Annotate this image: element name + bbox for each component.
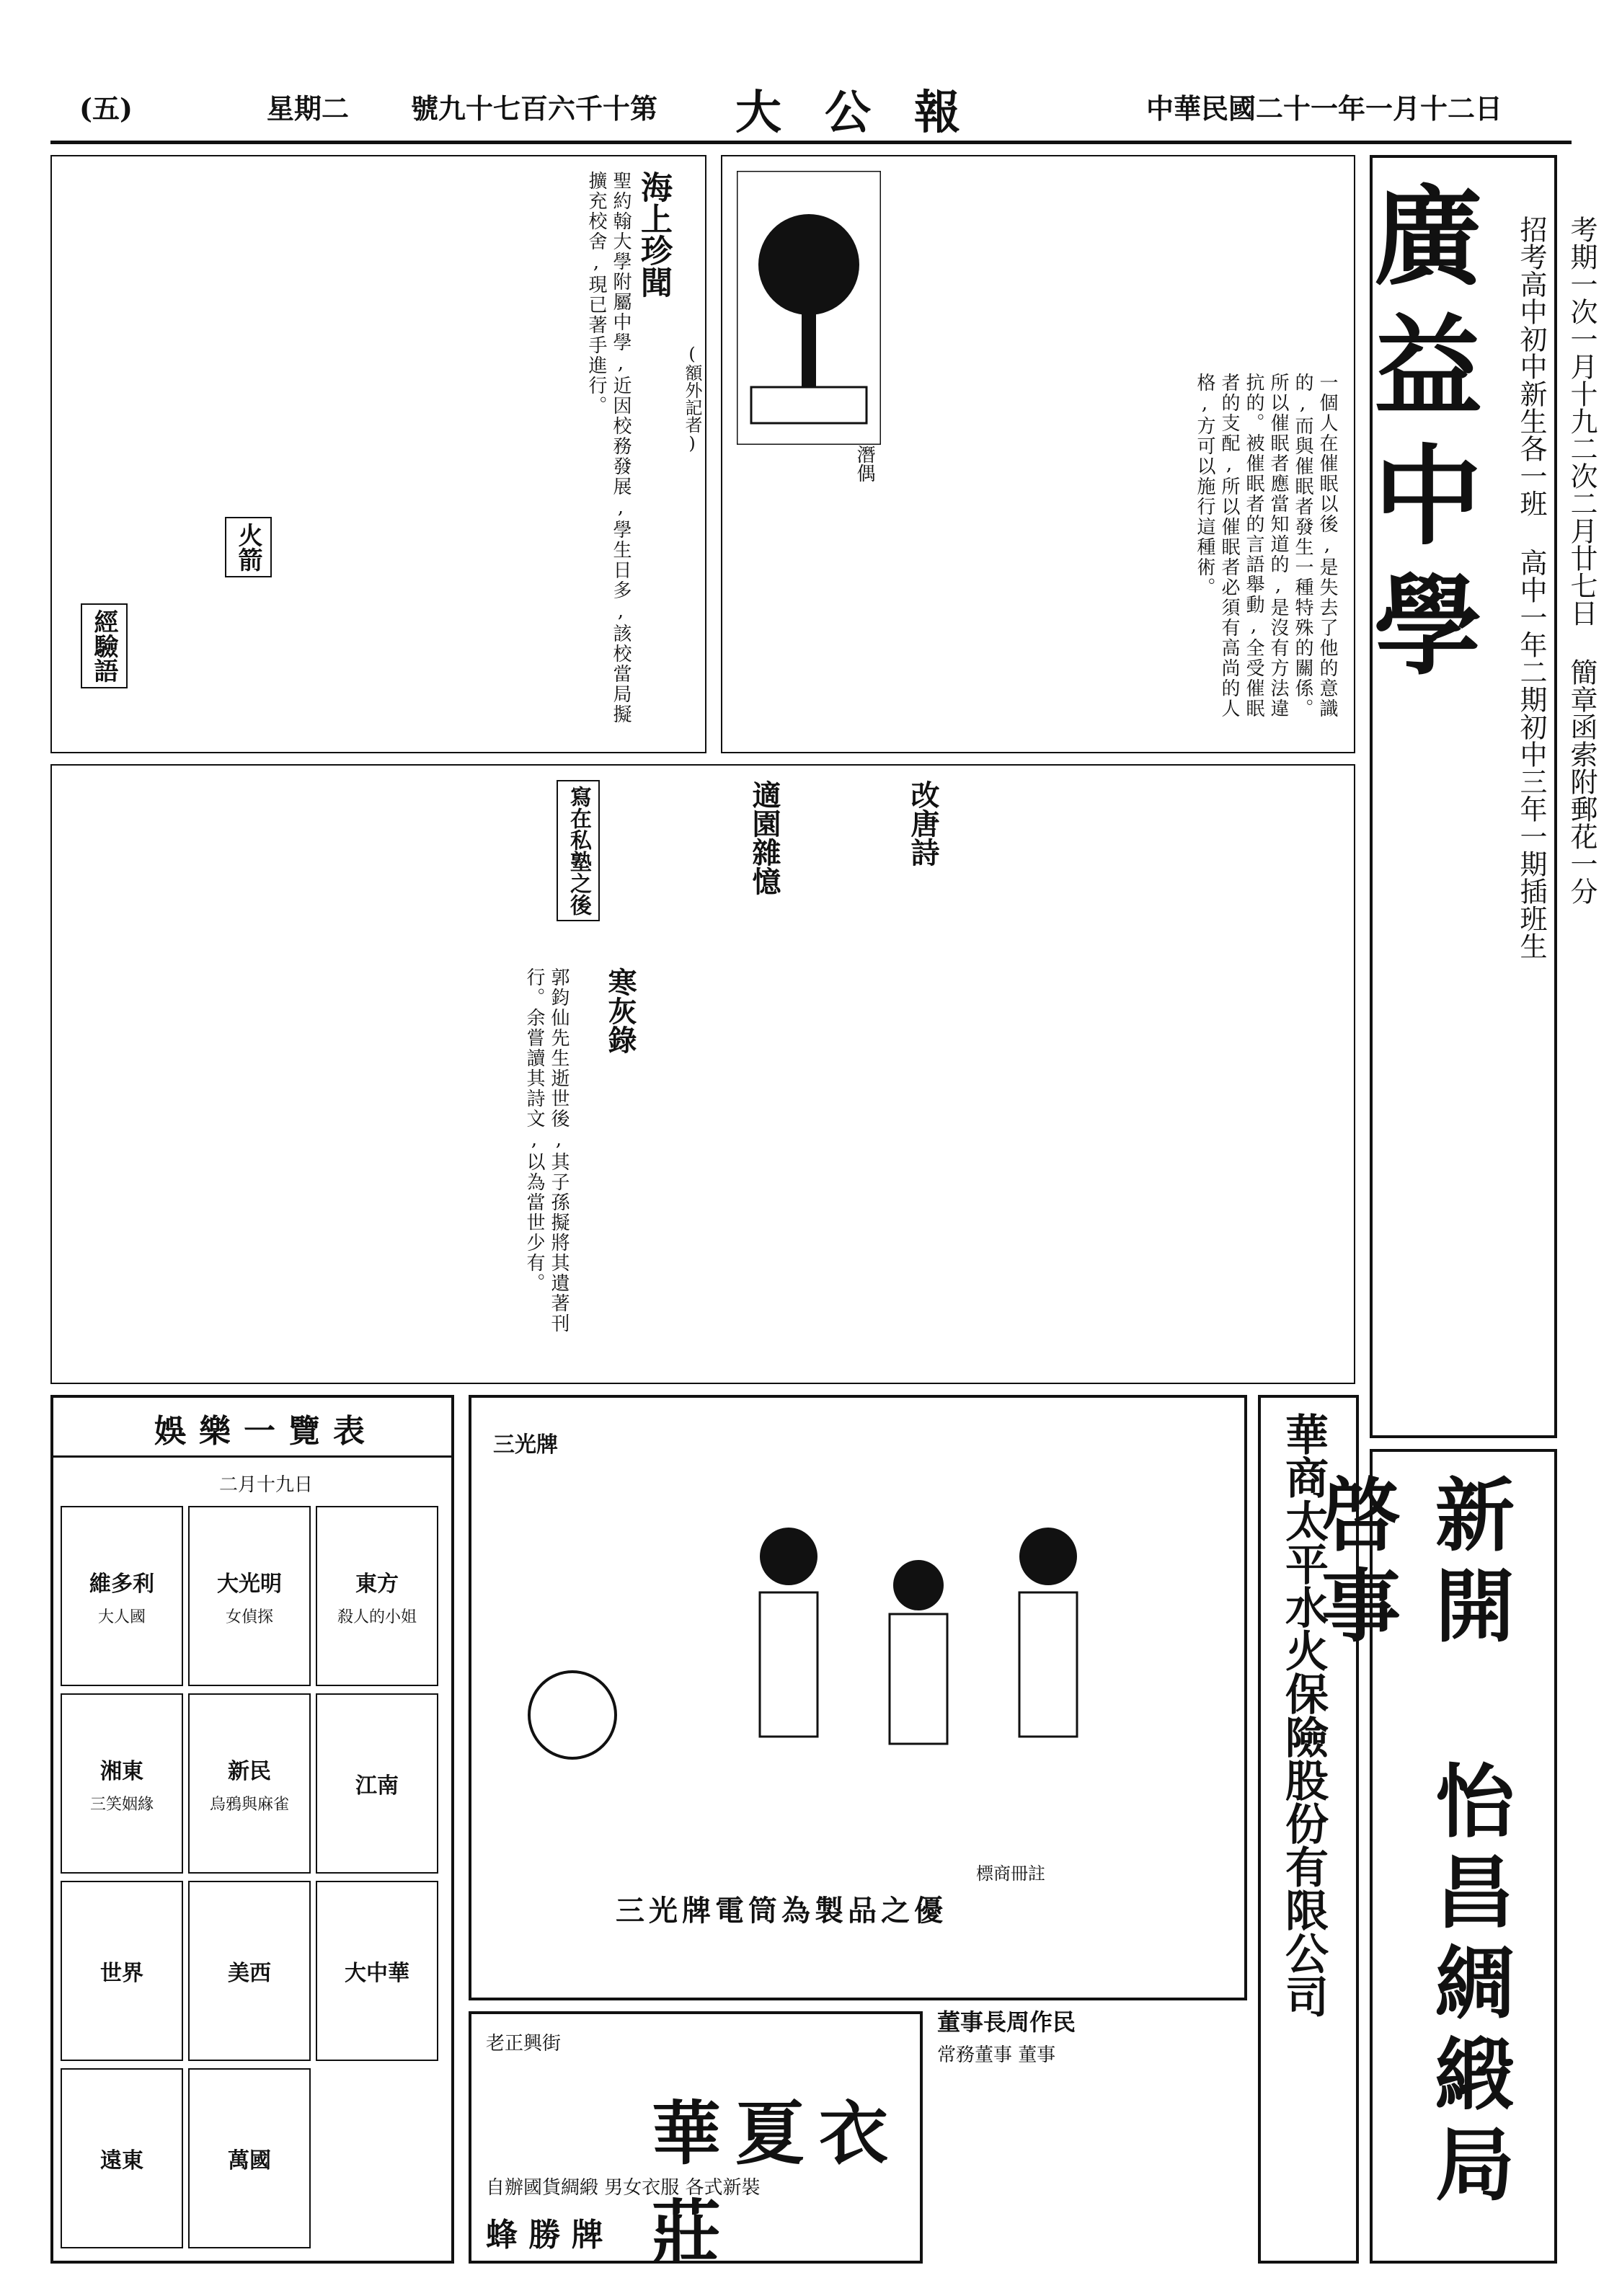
huaxia-address: 老正興街 (486, 2033, 562, 2055)
comic-brand: 三光牌 (493, 1432, 558, 1458)
theater-grid (61, 1506, 444, 2256)
huaxia-ad (469, 2011, 923, 2273)
insurance-ad (1258, 1395, 1359, 2264)
insurance-company: 華商太平水火保險股份有限公司 (1278, 1412, 1329, 2018)
yichang-title: 新開 怡昌綢緞局啓事 (1308, 1473, 1515, 2214)
theater-name: 美西 (228, 1961, 271, 1986)
comic-illustration (486, 1412, 1228, 1859)
garden-header: 適園雜憶 (748, 780, 781, 895)
fire-header: 火箭 (225, 517, 272, 577)
experience-header: 經驗語 (81, 603, 128, 688)
theater-name: 新民 (228, 1758, 271, 1784)
theater-cell (61, 1881, 183, 2061)
issue-number: 號九十七百六千十第 (411, 92, 658, 125)
tree-illustration (737, 171, 881, 445)
film-title: 三笑姻緣 (89, 1795, 154, 1814)
theater-name: 維多利 (89, 1571, 154, 1597)
hypnosis-author: 潛偶 (854, 445, 875, 482)
theater-cell (316, 1506, 438, 1686)
hypnosis-body: 一個人在催眠以後,是失去了他的意識的,而與催眠者發生一種特殊的關係。所以催眠者應當知道的,是沒有方法違抗的。被催眠者的言語舉動,全受催眠者的支配,所以催眠者必須有高尚的人格,方可以施行這種術。 (1194, 373, 1338, 719)
theater-name: 大中華 (345, 1961, 409, 1986)
theater-name: 世界 (100, 1961, 143, 1986)
entertainment-date: 二月十九日 (219, 1474, 314, 1496)
feature-body: 聖約翰大學附屬中學,近因校務發展,學生日多,該校當局擬擴充校舍,現已著手進行。 (585, 171, 631, 724)
theater-name: 萬國 (228, 2148, 271, 2173)
middle-band (50, 764, 1355, 1384)
school-dates: 考期一次一月十九二次二月廿七日 簡章函索附郵花一分 (1566, 216, 1597, 905)
film-title: 女偵探 (225, 1608, 273, 1626)
theater-name: 東方 (355, 1571, 399, 1597)
poems-header: 改唐詩 (906, 780, 940, 866)
page-number: (五) (79, 92, 133, 125)
school-subtitle: 招考高中初中新生各一班 高中一年二期初中三年一期插班生 (1515, 216, 1547, 959)
theater-cell (188, 1881, 311, 2061)
date: 中華民國二十一年一月十二日 (1146, 92, 1503, 125)
theater-cell (316, 1881, 438, 2061)
theater-cell (188, 1693, 311, 1874)
masthead (50, 58, 1572, 144)
school-ad (1355, 155, 1597, 1438)
theater-cell (188, 2068, 311, 2248)
theater-name: 大光明 (217, 1571, 282, 1597)
theater-cell (316, 1693, 438, 1874)
huaxia-items: 自辦國貨綢緞 男女衣服 各式新裝 (486, 2177, 761, 2199)
divider (53, 1455, 451, 1458)
feature-article (50, 155, 706, 753)
theater-cell (61, 1506, 183, 1686)
theater-name: 江南 (355, 1773, 399, 1799)
feature-title: 海上珍聞 (635, 171, 672, 298)
theater-cell (61, 2068, 183, 2248)
theater-cell (61, 1693, 183, 1874)
theater-name: 湘東 (100, 1758, 143, 1784)
insurance-chairman: 董事長周作民 (937, 2008, 1076, 2036)
comic-label: 標商冊註 (976, 1863, 1045, 1884)
film-title: 烏鴉與麻雀 (209, 1795, 289, 1814)
school-name: 廣益中學 (1355, 179, 1482, 699)
comic-ad (469, 1395, 1247, 2000)
yichang-ad (1308, 1449, 1557, 2264)
cold-ash-body: 郭鈞仙先生逝世後,其子孫擬將其遺著刊行。余嘗讀其詩文,以為當世少有。 (523, 967, 570, 1334)
hypnosis-article (721, 155, 1355, 753)
huaxia-tagline: 蜂 勝 牌 (486, 2217, 603, 2253)
film-title: 殺人的小姐 (337, 1608, 417, 1626)
weekday: 星期二 (267, 92, 350, 125)
theater-cell (188, 1506, 311, 1686)
feature-byline: (額外記者) (682, 344, 702, 453)
entertainment-table (50, 1395, 454, 2264)
small-box-title: 寫在私塾之後 (557, 780, 600, 921)
paper-name: 大公報 (735, 86, 1003, 140)
comic-caption: 三光牌電筒為製品之優 (616, 1894, 947, 1928)
entertainment-title: 娛樂一覽表 (154, 1413, 378, 1450)
theater-name: 遠東 (100, 2148, 143, 2173)
cold-ash-header: 寒灰錄 (603, 967, 637, 1054)
insurance-director: 常務董事 董事 (937, 2044, 1056, 2066)
film-title: 大人國 (97, 1608, 146, 1626)
huaxia-name: 華夏衣莊 (652, 2093, 903, 2273)
